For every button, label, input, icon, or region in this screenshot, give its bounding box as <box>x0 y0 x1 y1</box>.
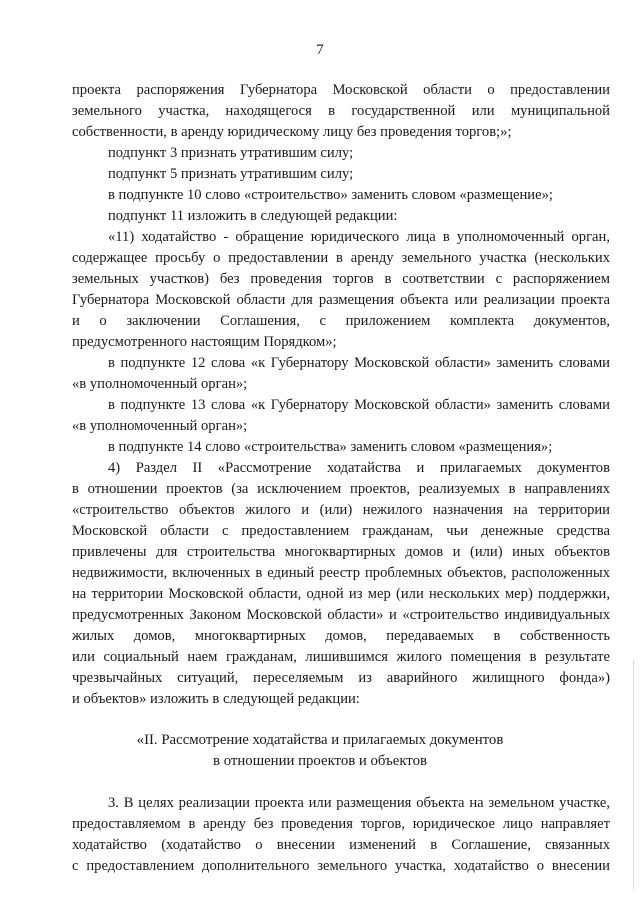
text-line: подпункт 5 признать утратившим силу; <box>108 166 354 182</box>
text-line: недвижимости, включенных в единый реестр проблемных объектов, расположенных <box>72 565 610 581</box>
page-number: 7 <box>316 42 324 58</box>
text-line: в подпункте 10 слово «строительство» заменить словом «размещение»; <box>108 187 553 203</box>
text-line: земельных участков) без проведения торгов в соответствии с распоряжением <box>72 271 610 287</box>
text-line: подпункт 11 изложить в следующей редакции: <box>108 208 398 224</box>
text-line: предоставляемом в аренду без проведения торгов, юридическое лицо направляет <box>72 816 610 832</box>
text-line: 4) Раздел II «Рассмотрение ходатайства и прилагаемых документов <box>108 460 610 476</box>
text-line: на территории Московской области, одной из мер (или нескольких мер) поддержки, <box>72 586 610 602</box>
text-line: и о заключении Соглашения, с приложением комплекта документов, <box>72 313 610 329</box>
scan-edge-mark <box>633 660 636 890</box>
text-line: с предоставлением дополнительного земельного участка, ходатайство о внесении <box>72 858 610 874</box>
text-line: проекта распоряжения Губернатора Московской области о предоставлении <box>72 82 610 98</box>
text-line: или социальный наем гражданам, лишившимся жилого помещения в результате <box>72 649 610 665</box>
text-line: «строительство объектов жилого и (или) нежилого назначения на территории <box>72 502 610 518</box>
text-line: чрезвычайных ситуаций, переселяемым из аварийного жилищного фонда») <box>72 670 610 686</box>
text-line: Губернатора Московской области для размещения объекта или реализации проекта <box>72 292 610 308</box>
text-line: жилых домов, многоквартирных домов, передаваемых в собственность <box>72 628 610 644</box>
text-line: Московской области с предоставлением гражданам, чьи денежные средства <box>72 523 610 539</box>
section-heading-line: в отношении проектов и объектов <box>213 753 427 769</box>
text-line: в подпункте 12 слова «к Губернатору Московской области» заменить словами <box>108 355 610 371</box>
text-line: «11) ходатайство - обращение юридического лица в уполномоченный орган, <box>108 229 610 245</box>
text-line: и объектов» изложить в следующей редакции: <box>72 691 360 707</box>
text-line: предусмотренного настоящим Порядком»; <box>72 334 337 350</box>
text-line: привлечены для строительства многоквартирных домов и (или) иных объектов <box>72 544 610 560</box>
section-heading-line: «II. Рассмотрение ходатайства и прилагаемых документов <box>136 732 504 748</box>
text-line: содержащее просьбу о предоставлении в аренду земельного участка (нескольких <box>72 250 610 266</box>
text-line: ходатайство (ходатайство о внесении изменений в Соглашение, связанных <box>72 837 610 853</box>
text-line: предусмотренных Законом Московской области» и «строительство индивидуальных <box>72 607 610 623</box>
text-line: собственности, в аренду юридическому лицу без проведения торгов;»; <box>72 124 512 140</box>
text-line: земельного участка, находящегося в государственной или муниципальной <box>72 103 610 119</box>
text-line: в подпункте 13 слова «к Губернатору Московской области» заменить словами <box>108 397 610 413</box>
text-line: «в уполномоченный орган»; <box>72 418 248 434</box>
text-line: в подпункте 14 слово «строительства» заменить словом «размещения»; <box>108 439 553 455</box>
text-line: в отношении проектов (за исключением проектов, реализуемых в направлениях <box>72 481 610 497</box>
text-line: «в уполномоченный орган»; <box>72 376 248 392</box>
text-line: 3. В целях реализации проекта или размещения объекта на земельном участке, <box>108 795 610 811</box>
text-line: подпункт 3 признать утратившим силу; <box>108 145 354 161</box>
